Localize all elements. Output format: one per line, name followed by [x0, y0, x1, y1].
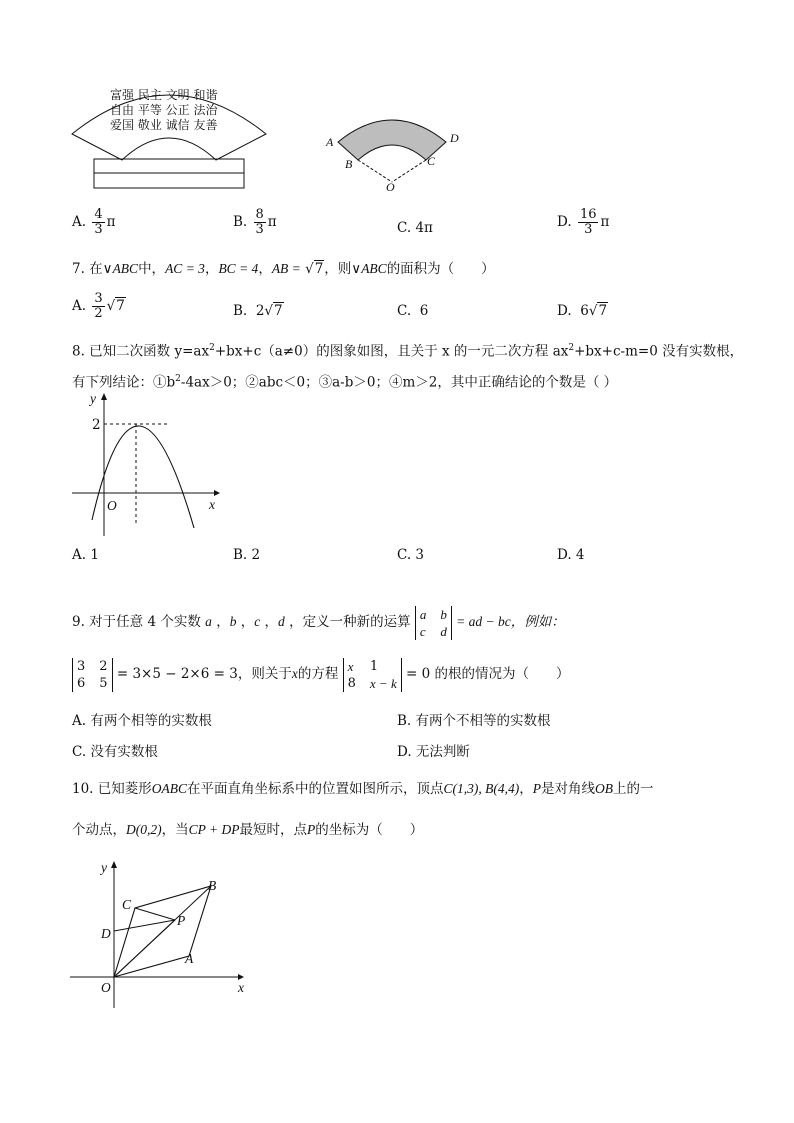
q7-option-a[interactable]: A. $\frac{3}{2}$ √7: [72, 291, 125, 321]
q6-option-c[interactable]: C. 4π: [397, 220, 433, 236]
q9-option-c[interactable]: C. 没有实数根: [72, 744, 158, 760]
q8-option-b[interactable]: B. 2: [233, 547, 261, 563]
q6-option-b[interactable]: B. $\frac{8}{3}$ π: [233, 207, 277, 237]
q8-option-d[interactable]: D. 4: [557, 547, 585, 563]
label-c: C: [427, 154, 436, 168]
q9-option-a[interactable]: A. 有两个相等的实数根: [72, 713, 212, 729]
q7-option-b[interactable]: B. 2√7: [233, 303, 283, 319]
equation-determinant: x 1 8 x − k: [343, 658, 402, 692]
q10-label-d: D: [101, 926, 111, 941]
fan-line-1: 富强 民主 文明 和谐: [110, 88, 218, 102]
parabola-graph: [66, 392, 226, 540]
annular-sector-figure: [325, 104, 465, 196]
q9-option-b[interactable]: B. 有两个不相等的实数根: [397, 713, 551, 729]
definition-determinant: a b c d: [415, 606, 452, 640]
q10-label-b: B: [208, 878, 217, 893]
label-a: A: [326, 135, 334, 149]
q10-stem-line-2: 个动点，D(0,2)，当CP + DP最短时，点P的坐标为（ ）: [72, 822, 424, 838]
example-determinant: 3 2 6 5: [72, 658, 113, 692]
q9-option-d[interactable]: D. 无法判断: [397, 744, 470, 760]
q7-option-c[interactable]: C. 6: [397, 303, 429, 319]
q10-label-a: A: [185, 951, 194, 966]
q8-stem-line-1: 8. 已知二次函数 $y=ax^2+bx+c(a\ne 0)$的图象如图，且关于 x 的一元二次方程 $ax^2+bx+c-m=0$ 没有实数根，: [72, 343, 744, 360]
q7-option-d[interactable]: D. 6√7: [557, 303, 608, 319]
q10-axis-y: y: [101, 860, 107, 875]
label-d: D: [450, 131, 459, 145]
q8-axis-x: x: [209, 497, 215, 512]
label-b: B: [345, 157, 353, 171]
q9-stem-line-2: 3 2 6 5 = 3×5 − 2×6 = 3，则关于x的方程 x 1 8 x − k = 0 的根的情况为（ ）: [72, 655, 570, 693]
fan-line-2: 自由 平等 公正 法治: [110, 103, 218, 117]
q10-stem-line-1: 10. 已知菱形OABC在平面直角坐标系中的位置如图所示，顶点C(1,3), B(4,4)，P是对角线OB上的一: [72, 781, 654, 797]
q8-stem-line-2: 有下列结论：$①b^2-4ax>0$；②abc＜0；③a-b＞0；④m＞2，其中正确结论的个数是（ ）: [72, 374, 618, 391]
q6-option-a[interactable]: A. $\frac{4}{3}$ π: [72, 207, 116, 237]
q10-axis-x: x: [238, 980, 244, 995]
q6-option-d[interactable]: D. $\frac{16}{3}$ π: [557, 207, 610, 237]
q8-option-c[interactable]: C. 3: [397, 547, 425, 563]
rhombus-graph: [66, 856, 256, 1012]
q8-option-a[interactable]: A. 1: [72, 547, 99, 563]
q7-stem: 7. 在∨ABC中，AC = 3，BC = 4，AB = √7，则∨ABC的面积为（ ）: [72, 261, 495, 277]
label-o: O: [386, 180, 395, 194]
q10-label-c: C: [122, 897, 132, 912]
q9-stem-line-1: 9. 对于任意 4 个实数 a ，b ，c ，d ，定义一种新的运算 a b c d = ad − bc，例如：: [72, 606, 565, 639]
fan-line-3: 爱国 敬业 诚信 友善: [110, 118, 218, 132]
q8-axis-y: y: [90, 391, 96, 406]
q10-origin: O: [101, 980, 111, 995]
q8-origin: O: [107, 498, 117, 513]
q8-label-2: 2: [92, 417, 101, 433]
q10-label-p: P: [177, 913, 186, 928]
